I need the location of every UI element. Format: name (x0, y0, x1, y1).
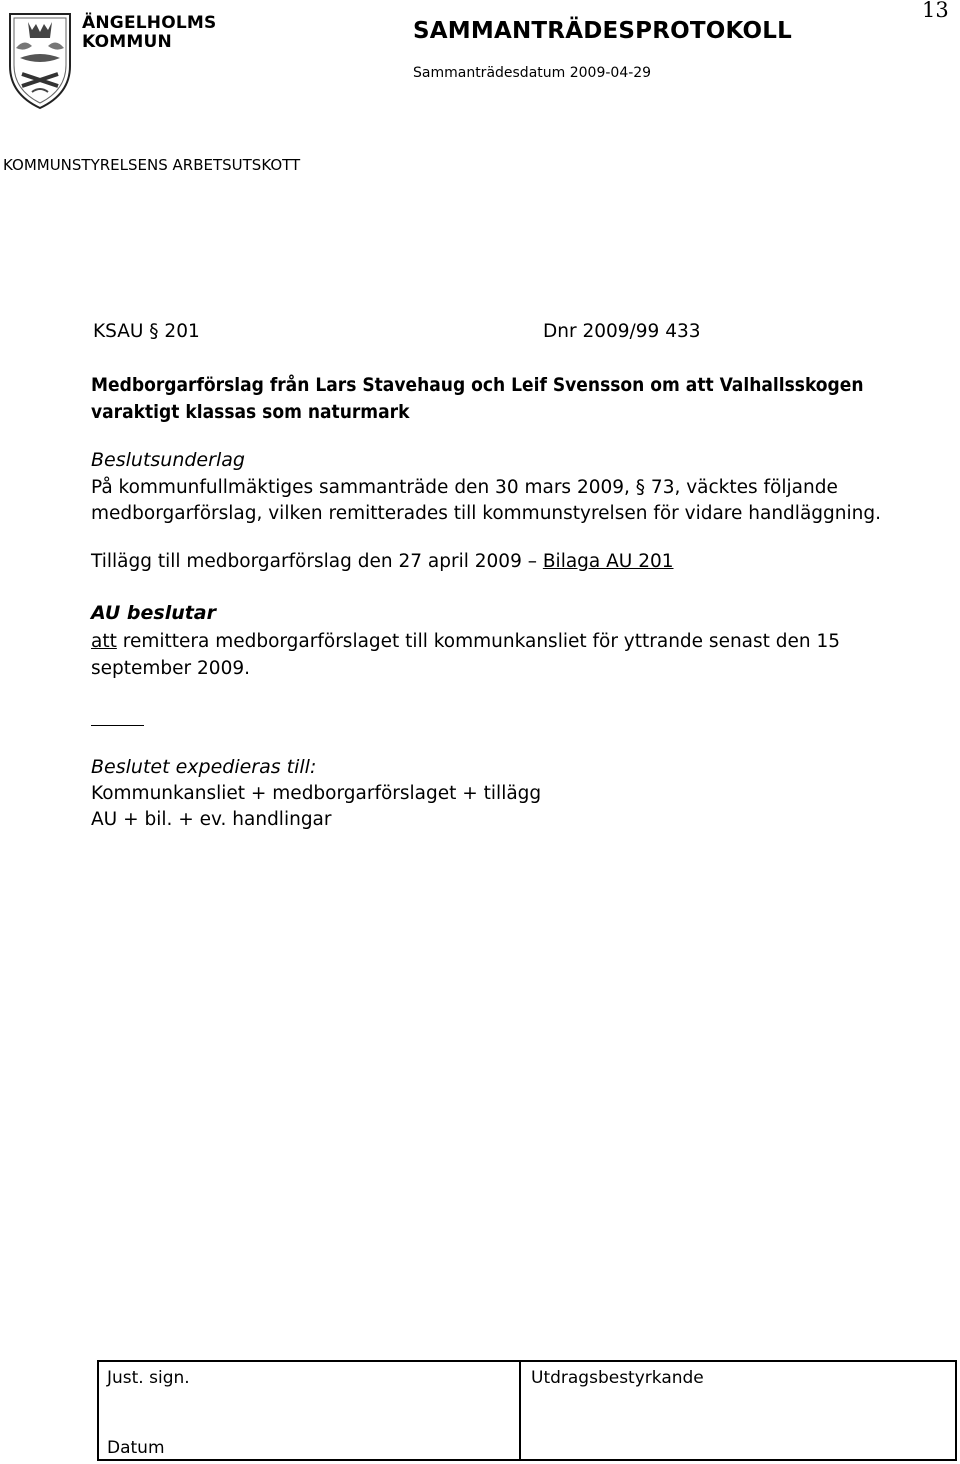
basis-text-line1: På kommunfullmäktiges sammanträde den 30 mars 2009, § 73, väcktes följande (91, 477, 838, 498)
committee-name: KOMMUNSTYRELSENS ARBETSUTSKOTT (3, 156, 301, 174)
signature-box-divider (519, 1362, 521, 1459)
decision-text-line2: september 2009. (91, 658, 250, 679)
item-heading (91, 372, 864, 426)
municipality-name-line1: ÄNGELHOLMS (82, 13, 217, 33)
signature-box (97, 1360, 957, 1461)
decision-text (91, 628, 840, 682)
meeting-date: Sammanträdesdatum 2009-04-29 (413, 65, 652, 81)
date-label: Datum (107, 1438, 165, 1458)
municipality-name (82, 14, 216, 52)
basis-text (91, 475, 881, 527)
separator-rule (91, 725, 144, 726)
decision-heading: AU beslutar (91, 602, 217, 624)
municipality-crest-logo (2, 8, 78, 110)
basis-heading: Beslutsunderlag (91, 449, 245, 471)
attachment-link[interactable]: Bilaga AU 201 (542, 551, 674, 572)
page-number: 13 (922, 0, 949, 22)
municipality-name-line2: KOMMUN (82, 32, 172, 52)
distribution-line1: Kommunkansliet + medborgarförslaget + tillägg (91, 783, 542, 804)
addition-text: Tillägg till medborgarförslag den 27 april 2009 – (91, 551, 543, 572)
basis-text-line2: medborgarförslag, vilken remitterades till kommunstyrelsen för vidare handläggning. (91, 503, 881, 524)
item-heading-line1: Medborgarförslag från Lars Stavehaug och Leif Svensson om att Valhallsskogen (91, 374, 864, 396)
document-title: SAMMANTRÄDESPROTOKOLL (413, 18, 792, 44)
just-sign-label: Just. sign. (107, 1368, 190, 1388)
section-reference: KSAU § 201 (93, 321, 200, 342)
distribution-list (91, 781, 541, 833)
decision-att: att (91, 631, 117, 652)
distribution-heading: Beslutet expedieras till: (91, 756, 317, 778)
extract-certified-label: Utdragsbestyrkande (531, 1368, 704, 1388)
distribution-line2: AU + bil. + ev. handlingar (91, 809, 332, 830)
addition-line (91, 551, 674, 572)
diary-number: Dnr 2009/99 433 (543, 321, 701, 342)
item-heading-line2: varaktigt klassas som naturmark (91, 401, 410, 423)
decision-text-line1 (91, 628, 840, 655)
decision-text-line1-rest: remittera medborgarförslaget till kommunkansliet för yttrande senast den 15 (116, 631, 841, 652)
